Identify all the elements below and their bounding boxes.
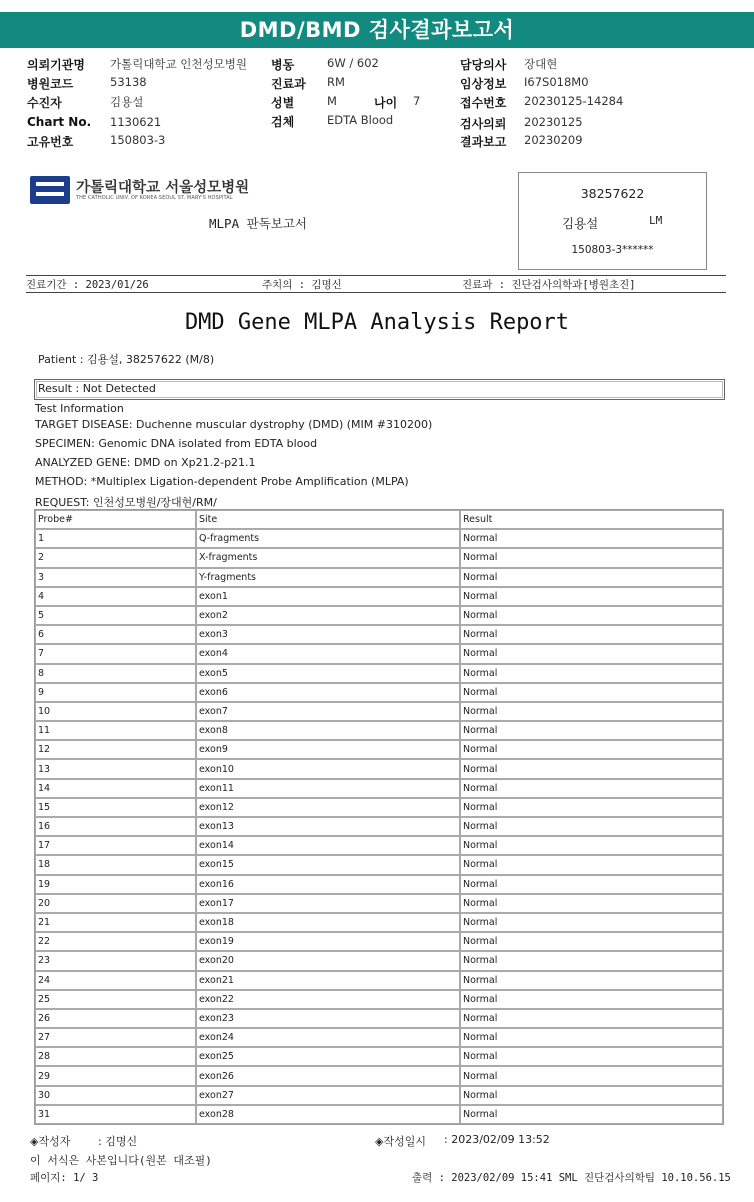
- site-cell: exon11: [196, 779, 460, 798]
- specimen-value: EDTA Blood: [327, 113, 394, 127]
- result-cell: Normal: [460, 548, 723, 567]
- probe-number-cell: 31: [35, 1105, 196, 1124]
- site-cell: exon13: [196, 817, 460, 836]
- sex-label: 성별: [271, 96, 295, 110]
- table-row: [35, 1028, 723, 1047]
- unique-no-label: 고유번호: [27, 135, 74, 149]
- probe-number-cell: 10: [35, 702, 196, 721]
- table-row: [35, 1086, 723, 1105]
- table-row: [35, 779, 723, 798]
- table-row: [35, 798, 723, 817]
- table-row: [35, 702, 723, 721]
- probe-number-cell: 28: [35, 1047, 196, 1066]
- table-row: [35, 894, 723, 913]
- probe-number-cell: 26: [35, 1009, 196, 1028]
- table-row: [35, 587, 723, 606]
- target-disease: TARGET DISEASE: Duchenne muscular dystrophy (DMD) (MIM #310200): [35, 418, 433, 431]
- table-row: [35, 664, 723, 683]
- column-header-site: Site: [196, 510, 460, 529]
- written-date-label: ◈작성일시: [375, 1135, 426, 1148]
- site-cell: exon16: [196, 875, 460, 894]
- site-cell: exon10: [196, 759, 460, 778]
- site-cell: exon7: [196, 702, 460, 721]
- table-row: [35, 529, 723, 548]
- ward-value: 6W / 602: [327, 56, 379, 70]
- table-row: [35, 644, 723, 663]
- probe-number-cell: 15: [35, 798, 196, 817]
- probe-number-cell: 27: [35, 1028, 196, 1047]
- site-cell: Q-fragments: [196, 529, 460, 548]
- request-date-value: 20230125: [524, 115, 583, 129]
- table-row: [35, 951, 723, 970]
- institution-label: 의뢰기관명: [27, 58, 85, 72]
- age-value: 7: [413, 94, 421, 108]
- doctor-value: 장대현: [524, 57, 558, 71]
- result-cell: Normal: [460, 721, 723, 740]
- probe-results-table: [34, 509, 724, 1125]
- result-cell: Normal: [460, 817, 723, 836]
- table-row: [35, 1105, 723, 1124]
- site-cell: exon26: [196, 1066, 460, 1085]
- department-label: 진료과: [271, 77, 306, 91]
- hospital-emblem-icon: [30, 176, 70, 204]
- result-cell: Normal: [460, 529, 723, 548]
- site-cell: exon22: [196, 990, 460, 1009]
- doctor-label: 담당의사: [460, 58, 507, 72]
- treatment-period: 진료기간 : 2023/01/26: [26, 279, 149, 291]
- age-label: 나이: [374, 96, 398, 110]
- site-cell: exon8: [196, 721, 460, 740]
- site-cell: exon20: [196, 951, 460, 970]
- probe-number-cell: 25: [35, 990, 196, 1009]
- table-row: [35, 548, 723, 567]
- site-cell: exon28: [196, 1105, 460, 1124]
- result-cell: Normal: [460, 740, 723, 759]
- receipt-value: 20230125-14284: [524, 94, 624, 108]
- probe-number-cell: 12: [35, 740, 196, 759]
- result-cell: Normal: [460, 587, 723, 606]
- table-row: [35, 1047, 723, 1066]
- chart-no-label: Chart No.: [27, 115, 92, 129]
- ward-label: 병동: [271, 58, 295, 72]
- result-box: Result : Not Detected: [34, 379, 725, 400]
- site-cell: exon25: [196, 1047, 460, 1066]
- probe-number-cell: 21: [35, 913, 196, 932]
- result-cell: Normal: [460, 894, 723, 913]
- site-cell: exon27: [196, 1086, 460, 1105]
- site-cell: Y-fragments: [196, 568, 460, 587]
- patient-label: 수진자: [27, 96, 62, 110]
- hospital-code-label: 병원코드: [27, 77, 74, 91]
- author-label: ◈작성자: [30, 1135, 71, 1148]
- probe-number-cell: 23: [35, 951, 196, 970]
- table-row: [35, 971, 723, 990]
- result-cell: Normal: [460, 1066, 723, 1085]
- probe-number-cell: 22: [35, 932, 196, 951]
- divider: [26, 292, 726, 293]
- patient-line: Patient : 김용설, 38257622 (M/8): [38, 353, 215, 366]
- result-cell: Normal: [460, 625, 723, 644]
- treatment-department: 진료과 : 진단검사의학과[병원초진]: [462, 279, 636, 291]
- table-row: [35, 990, 723, 1009]
- result-cell: Normal: [460, 644, 723, 663]
- patient-id-box: [518, 172, 707, 270]
- probe-number-cell: 18: [35, 855, 196, 874]
- site-cell: exon14: [196, 836, 460, 855]
- site-cell: exon21: [196, 971, 460, 990]
- result-cell: Normal: [460, 779, 723, 798]
- print-info: 출력 : 2023/02/09 15:41 SML 진단검사의학팀 10.10.56.15: [412, 1172, 731, 1184]
- divider: [26, 275, 726, 276]
- id-code: LM: [649, 214, 663, 227]
- result-cell: Normal: [460, 683, 723, 702]
- result-cell: Normal: [460, 664, 723, 683]
- result-cell: Normal: [460, 836, 723, 855]
- result-cell: Normal: [460, 913, 723, 932]
- result-cell: Normal: [460, 1047, 723, 1066]
- specimen-label: 검체: [271, 115, 295, 129]
- table-row: [35, 568, 723, 587]
- probe-number-cell: 1: [35, 529, 196, 548]
- table-row: [35, 836, 723, 855]
- site-cell: exon19: [196, 932, 460, 951]
- result-cell: Normal: [460, 759, 723, 778]
- table-row: [35, 875, 723, 894]
- request-date-label: 검사의뢰: [460, 117, 507, 131]
- result-cell: Normal: [460, 875, 723, 894]
- column-header-probe: Probe#: [35, 510, 196, 529]
- table-row: [35, 932, 723, 951]
- table-row: [35, 759, 723, 778]
- probe-number-cell: 20: [35, 894, 196, 913]
- result-cell: Normal: [460, 971, 723, 990]
- probe-number-cell: 16: [35, 817, 196, 836]
- probe-number-cell: 6: [35, 625, 196, 644]
- table-header-row: [35, 510, 723, 529]
- clinical-label: 임상정보: [460, 77, 507, 91]
- unique-no-value: 150803-3: [110, 133, 166, 147]
- probe-number-cell: 4: [35, 587, 196, 606]
- table-row: [35, 1066, 723, 1085]
- probe-number-cell: 14: [35, 779, 196, 798]
- id-unique: 150803-3******: [571, 244, 654, 256]
- specimen-line: SPECIMEN: Genomic DNA isolated from EDTA blood: [35, 437, 318, 450]
- id-number: 38257622: [580, 186, 645, 201]
- request-line: REQUEST: 인천성모병원/장대현/RM/: [35, 496, 217, 509]
- method-line: METHOD: *Multiplex Ligation-dependent Probe Amplification (MLPA): [35, 475, 409, 488]
- result-cell: Normal: [460, 855, 723, 874]
- chart-no-value: 1130621: [110, 115, 162, 129]
- result-cell: Normal: [460, 1105, 723, 1124]
- analyzed-gene: ANALYZED GENE: DMD on Xp21.2-p21.1: [35, 456, 256, 469]
- table-row: [35, 625, 723, 644]
- analysis-report-title: DMD Gene MLPA Analysis Report: [184, 310, 570, 335]
- site-cell: X-fragments: [196, 548, 460, 567]
- copy-note: 이 서식은 사본입니다(원본 대조필): [30, 1154, 212, 1167]
- result-cell: Normal: [460, 1028, 723, 1047]
- probe-number-cell: 24: [35, 971, 196, 990]
- probe-number-cell: 11: [35, 721, 196, 740]
- table-row: [35, 817, 723, 836]
- sex-value: M: [327, 94, 337, 108]
- site-cell: exon23: [196, 1009, 460, 1028]
- site-cell: exon5: [196, 664, 460, 683]
- result-cell: Normal: [460, 1009, 723, 1028]
- table-row: [35, 683, 723, 702]
- site-cell: exon24: [196, 1028, 460, 1047]
- institution-value: 가톨릭대학교 인천성모병원: [110, 57, 247, 71]
- probe-number-cell: 13: [35, 759, 196, 778]
- report-date-label: 결과보고: [460, 135, 507, 149]
- attending-physician: 주치의 : 김명신: [262, 279, 342, 291]
- probe-number-cell: 9: [35, 683, 196, 702]
- id-name: 김용설: [562, 216, 599, 231]
- department-value: RM: [327, 75, 345, 89]
- site-cell: exon15: [196, 855, 460, 874]
- result-cell: Normal: [460, 606, 723, 625]
- table-row: [35, 740, 723, 759]
- result-cell: Normal: [460, 1086, 723, 1105]
- test-info-heading: Test Information: [35, 402, 124, 415]
- site-cell: exon4: [196, 644, 460, 663]
- result-cell: Normal: [460, 798, 723, 817]
- site-cell: exon1: [196, 587, 460, 606]
- result-cell: Normal: [460, 932, 723, 951]
- probe-number-cell: 7: [35, 644, 196, 663]
- result-cell: Normal: [460, 702, 723, 721]
- site-cell: exon12: [196, 798, 460, 817]
- table-row: [35, 1009, 723, 1028]
- page-number: 페이지: 1/ 3: [30, 1172, 99, 1184]
- written-date-value: : 2023/02/09 13:52: [444, 1133, 550, 1146]
- table-row: [35, 606, 723, 625]
- mlpa-report-subtitle: MLPA 판독보고서: [209, 216, 308, 231]
- site-cell: exon17: [196, 894, 460, 913]
- site-cell: exon18: [196, 913, 460, 932]
- clinical-value: I67S018M0: [524, 75, 589, 89]
- receipt-label: 접수번호: [460, 96, 507, 110]
- table-row: [35, 913, 723, 932]
- table-row: [35, 721, 723, 740]
- column-header-result: Result: [460, 510, 723, 529]
- lab-hospital-name-en: THE CATHOLIC UNIV. OF KOREA SEOUL ST. MARY'S HOSPITAL: [76, 195, 233, 201]
- author-value: : 김명신: [98, 1135, 138, 1148]
- probe-number-cell: 30: [35, 1086, 196, 1105]
- site-cell: exon3: [196, 625, 460, 644]
- result-cell: Normal: [460, 568, 723, 587]
- report-date-value: 20230209: [524, 133, 583, 147]
- result-cell: Normal: [460, 990, 723, 1009]
- probe-number-cell: 5: [35, 606, 196, 625]
- probe-number-cell: 17: [35, 836, 196, 855]
- lab-hospital-name: 가톨릭대학교 서울성모병원: [76, 180, 250, 196]
- report-title-bar: DMD/BMD 검사결과보고서: [0, 12, 754, 48]
- probe-number-cell: 19: [35, 875, 196, 894]
- probe-number-cell: 29: [35, 1066, 196, 1085]
- patient-value: 김용설: [110, 95, 144, 109]
- probe-number-cell: 3: [35, 568, 196, 587]
- site-cell: exon6: [196, 683, 460, 702]
- probe-number-cell: 8: [35, 664, 196, 683]
- site-cell: exon2: [196, 606, 460, 625]
- result-cell: Normal: [460, 951, 723, 970]
- probe-number-cell: 2: [35, 548, 196, 567]
- site-cell: exon9: [196, 740, 460, 759]
- table-row: [35, 855, 723, 874]
- hospital-code-value: 53138: [110, 75, 147, 89]
